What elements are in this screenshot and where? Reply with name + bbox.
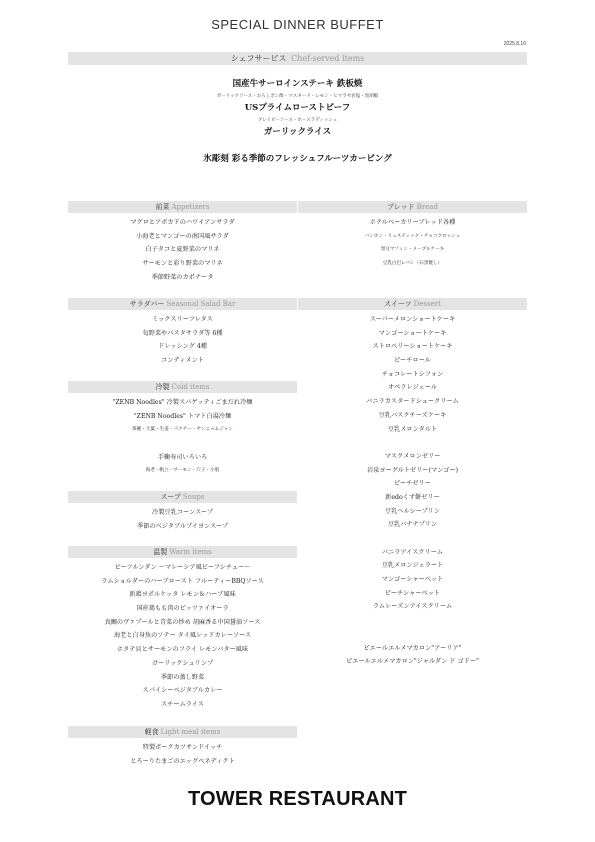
section-items [298,216,527,271]
menu-date: 2025.8.16 [503,41,526,47]
list-spacer [298,532,527,546]
menu-item: マンゴーシャーベット [381,576,444,584]
section-header [68,298,297,310]
menu-item: 黒豆マフィン・メープルケーキ [380,247,445,253]
menu-item: ガーリックシュリンプ [151,659,214,667]
menu-item: ドレッシング 4種 [158,343,207,351]
menu-item: ピエールエルメマカロン"ジャルダン ド ゴドー" [346,658,479,666]
section-label-en: Seasonal Salad Bar [166,300,236,308]
section-label-en: Cold items [171,383,210,391]
menu-item: 特製ポークカツサンドイッチ [142,744,223,751]
list-spacer [298,436,527,450]
list-spacer [298,628,527,642]
menu-item: オペラレジェール [387,384,438,392]
menu-item: 豆乳メロンジェラート [381,562,444,570]
page-title: SPECIAL DINNER BUFFET [211,17,384,32]
menu-item: ホテルベーカリーブレッド各種 [369,219,456,226]
chef-section-header [68,52,527,65]
menu-item: ピーチシャーベット [384,589,441,597]
menu-item: バンホン・リュスティック・チョコクロッシュ [364,233,461,239]
list-spacer [68,437,297,451]
menu-item: 豆乳バスクチーズケーキ [378,411,447,419]
chef-label-en: Chef-served items [291,54,365,63]
section-items [298,313,527,669]
bread-section [298,201,527,271]
section-label-jp: 軽食 [144,728,159,736]
menu-item: サーモンと彩り野菜のマリネ [142,260,223,268]
chef-dish-sauces: ガーリックソース・おろしポン酢・マスタード・レモン・ヒマラヤ岩塩・黒胡椒 [216,94,379,99]
menu-item: 季節野菜のカポナータ [151,273,214,281]
menu-item: マグロとアボカドのハワイアンサラダ [130,219,235,226]
section-header [298,298,527,310]
menu-item: チョコレートシフォン [381,370,444,378]
menu-item: ピーチロール [394,357,431,365]
menu-item: ピーチゼリー [394,480,431,488]
warm-items-section [68,546,297,712]
menu-item: 豆乳バナナプリン [387,521,438,529]
section-label-jp: スープ [160,493,181,501]
chef-dish-list [68,78,527,166]
menu-item: "ZENB Noodles" トマト白湯冷麺 [133,412,232,420]
menu-item: 豆乳白巴レパン（石窯焼し） [382,261,443,267]
menu-item: 海老と白身魚のソテー タイ風レッドカレーソース [113,632,252,640]
menu-item: 国産鶏もも肉のピッツァイオーラ [136,605,229,613]
menu-item: ラムショルダーのハーブロースト フルーティーBBQソース [101,577,264,585]
section-items [68,506,297,533]
menu-item: バニラカスタードシュークリーム [366,398,459,406]
menu-item: ラムレーズンアイスクリーム [372,603,453,611]
section-items [68,741,297,768]
restaurant-logo: TOWER RESTAURANT [187,788,408,810]
section-label-jp: 温製 [153,548,168,556]
section-label-en: Warm items [169,548,212,556]
cold-items-section [68,381,297,478]
section-label-jp: サラダバー [129,300,165,308]
section-items [68,313,297,368]
menu-item: 小海老とマンゴーの南国風サラダ [136,232,229,240]
section-label-en: Dessert [413,300,441,308]
menu-item: 冷製豆乳コーンスープ [152,509,213,516]
menu-item: 季節のベジタブルブイヨンスープ [137,522,228,530]
menu-item: 茶碗・大葉・生姜・パクチー・ヤンニョムジャン [132,427,233,433]
menu-item: 手鞠寿司いろいろ [157,453,208,461]
section-label-jp: 冷製 [155,383,170,391]
chef-dish: 国産牛サーロインステーキ 鉄板焼 [232,79,363,89]
menu-item: マスクメロンゼリー [384,452,441,460]
menu-item: 海老・帆立・サーモン・穴子・小肌 [145,468,220,474]
section-header [68,726,297,738]
salad-bar-section [68,298,297,368]
menu-item: とろーりたまごのエッグベネディクト [130,757,235,765]
chef-dish: 氷彫刻 彩る季節のフレッシュフルーツカービング [203,154,392,164]
menu-item: 新edoくず餅ゼリー [385,493,440,501]
menu-item: 豆乳メロンタルト [387,425,438,433]
chef-dish: USプライムローストビーフ [244,103,351,113]
section-header [68,546,297,558]
menu-item: コンディメント [161,357,204,365]
menu-item: 季節の蒸し野菜 [160,673,205,681]
section-header [68,491,297,503]
menu-item: 真鯛のヴァプールと青菜の炒め 胡麻香る中国醤油ソース [104,618,261,626]
list-spacer [298,614,527,628]
menu-item: 岩泉ヨーグルトゼリー(マンゴー) [366,466,459,474]
menu-item: スパイシーベジタブルカレー [142,687,223,695]
menu-item: 白子タコと夏野菜のマリネ [145,246,220,254]
menu-item: 新鶏ヨポルケッタ レモン＆ハーブ風味 [129,591,236,599]
section-label-en: Bread [416,203,438,211]
menu-item: スーパーメロンショートケーキ [369,316,456,323]
menu-item: "ZENB Noodles" 冷製スパゲッティごまだれ冷麺 [112,399,253,406]
section-header [298,201,527,213]
menu-item: 旬野菜やパスタサラダ等 6種 [142,329,223,337]
soups-section [68,491,297,533]
menu-item: 豆乳ヘルシープリン [385,507,440,515]
section-items [68,396,297,478]
section-label-en: Appetizers [171,203,210,211]
section-header [68,381,297,393]
menu-item: ホタテ貝とサーモンのフライ レモンバター風味 [116,646,249,654]
section-label-en: Light meal items [160,728,221,736]
menu-item: スチームライス [161,700,204,708]
chef-dish-sauces: グレイビーソース・ホースラディッシュ [257,118,338,123]
menu-item: バニラアイスクリーム [381,548,444,556]
menu-item: ミックスリーフレタス [152,316,213,323]
section-label-jp: ブレッド [387,203,415,211]
section-label-en: Soups [182,493,205,501]
menu-item: マンゴーショートケーキ [378,329,447,337]
section-label-jp: スイーツ [384,300,412,308]
section-items [68,561,297,712]
section-label-jp: 前菜 [155,203,170,211]
section-items [68,216,297,284]
section-header [68,201,297,213]
menu-item: ストロベリーショートケーキ [372,343,453,351]
light-meal-section [68,726,297,768]
chef-dish: ガーリックライス [263,127,332,137]
dessert-section [298,298,527,669]
appetizers-section [68,201,297,284]
chef-label-jp: シェフサービス [230,54,287,63]
menu-item: ビーフルンダン ～マレーシア風ビーフシチュー～ [114,564,251,571]
menu-item: ピエールエルメマカロン"アーリア" [363,644,462,652]
